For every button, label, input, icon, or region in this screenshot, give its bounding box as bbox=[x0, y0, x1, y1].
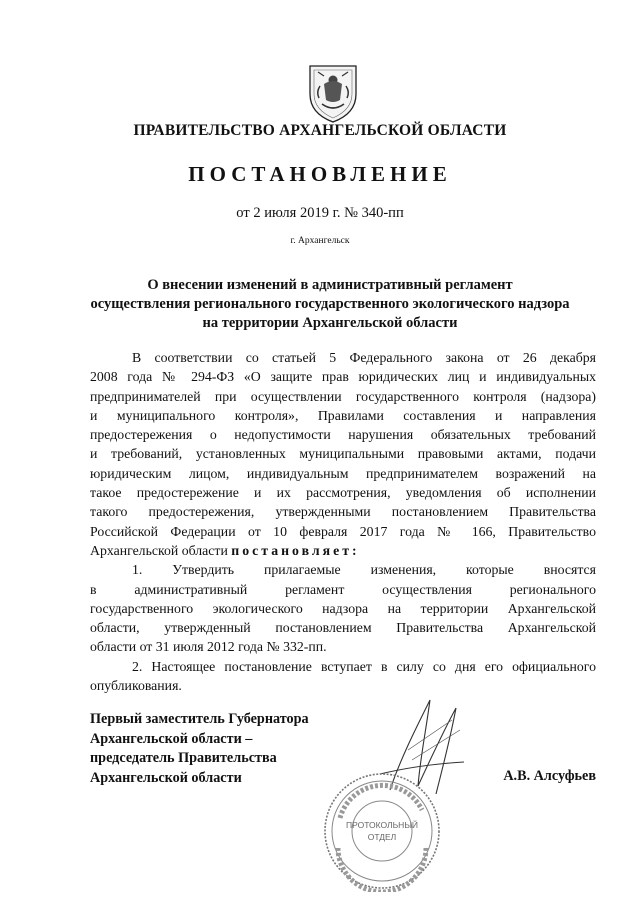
title-line: на территории Архангельской области bbox=[202, 315, 458, 331]
document-date-number: от 2 июля 2019 г. № 340-пп bbox=[236, 205, 404, 221]
round-seal-icon bbox=[318, 770, 446, 892]
body-line: предостережения о недопустимости нарушения обязательных требований bbox=[90, 427, 596, 443]
body-line: Российской Федерации от 10 февраля 2017 года № 166, Правительство bbox=[90, 523, 596, 539]
title-line: осуществления регионального государственного экологического надзора bbox=[90, 296, 570, 312]
body-line: опубликования. bbox=[90, 678, 182, 694]
signatory-name: А.В. Алсуфьев bbox=[503, 768, 596, 784]
stamp-text-line: ПРОТОКОЛЬНЫЙ bbox=[346, 820, 418, 830]
body-line: области, утвержденный постановлением Правительства Архангельской bbox=[90, 620, 596, 636]
document-type: ПОСТАНОВЛЕНИЕ bbox=[188, 162, 452, 186]
signatory-position-line: Первый заместитель Губернатора bbox=[90, 711, 309, 727]
signatory-position-line: председатель Правительства bbox=[90, 750, 277, 766]
resolves-word: постановляет: bbox=[231, 542, 360, 558]
body-line: и требований, установленных муниципальными правовыми актами, подачи bbox=[90, 446, 596, 462]
body-line: 1. Утвердить прилагаемые изменения, которые вносятся bbox=[132, 562, 596, 578]
document-title bbox=[60, 276, 600, 333]
signatory-position-line: Архангельской области – bbox=[90, 730, 253, 747]
organization-name: ПРАВИТЕЛЬСТВО АРХАНГЕЛЬСКОЙ ОБЛАСТИ bbox=[133, 122, 507, 139]
body-line: В соответствии со статьей 5 Федерального закона от 26 декабря bbox=[132, 350, 596, 365]
body-line: и муниципального контроля», Правилами составления и направления bbox=[90, 407, 596, 423]
signatory-position bbox=[90, 710, 309, 788]
body-line: юридическим лицом, индивидуальным предпринимателем возражений на bbox=[90, 465, 596, 481]
title-line: О внесении изменений в административный регламент bbox=[147, 277, 513, 293]
document-city: г. Архангельск bbox=[290, 236, 350, 246]
stamp-text-line: ОТДЕЛ bbox=[367, 832, 397, 842]
body-line: предпринимателей при осуществлении государственного контроля (надзора) bbox=[90, 388, 596, 404]
body-line: в административный регламент осуществления регионального bbox=[90, 581, 596, 597]
body-line: такое предостережение и их рассмотрения, уведомления об исполнении bbox=[90, 485, 596, 501]
document-body bbox=[90, 348, 596, 695]
body-line: государственного экологического надзора на территории Архангельской bbox=[90, 600, 596, 616]
body-line-text: Архангельской области bbox=[90, 542, 228, 558]
coat-of-arms-icon bbox=[302, 60, 364, 124]
body-line: 2008 года № 294-ФЗ «О защите прав юридических лиц и индивидуальных bbox=[90, 369, 596, 385]
body-line: такого предостережения, утвержденными постановлением Правительства bbox=[90, 504, 596, 520]
body-line: 2. Настоящее постановление вступает в силу со дня его официального bbox=[132, 658, 596, 674]
body-line: области от 31 июля 2012 года № 332-пп. bbox=[90, 639, 327, 655]
signatory-position-line: Архангельской области bbox=[90, 769, 242, 786]
body-line bbox=[90, 541, 596, 560]
